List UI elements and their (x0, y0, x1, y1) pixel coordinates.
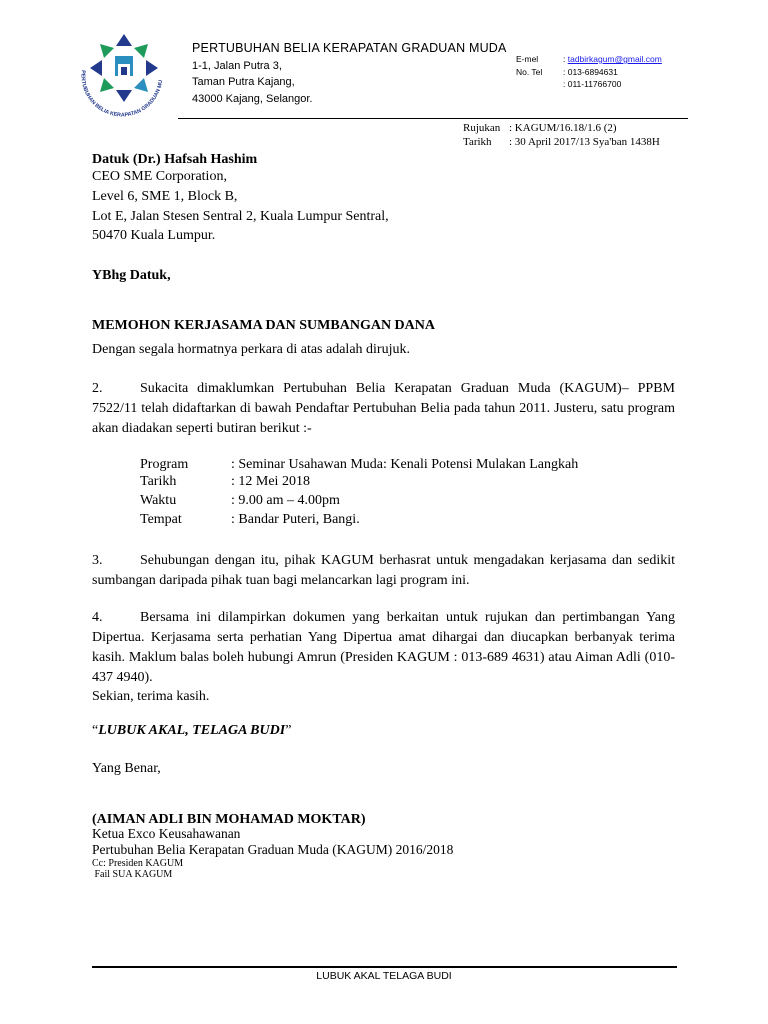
motto-close-quote: ” (285, 723, 292, 738)
tel-label: No. Tel (516, 67, 543, 77)
para-1: Dengan segala hormatnya perkara di atas adalah dirujuk. (92, 342, 410, 357)
para-4-text: Bersama ini dilampirkan dokumen yang berkaitan untuk rujukan dan pertimbangan Yang Dipertua. Kerjasama serta perhatian Yang Dipertua amat dihargai dan diucapkan berbanyak terima kasih. Maklum balas boleh hubungi Amrun (Presiden KAGUM : 013-689 4631) atau Aiman Adli (010-437 4940). (92, 610, 675, 685)
tel-value-1: : 013-6894631 (563, 67, 618, 77)
address-line-1: 1-1, Jalan Putra 3, (192, 60, 282, 72)
motto-line (92, 721, 291, 741)
rujukan-label: Rujukan (463, 122, 501, 134)
email-address[interactable]: tadbirkagum@gmail.com (567, 54, 662, 64)
tarikh-prog-label: Tarikh (140, 474, 177, 489)
para-4-number: 4. (92, 610, 103, 625)
cc-line-2: Fail SUA KAGUM (92, 869, 173, 880)
recipient-name: Datuk (Dr.) Hafsah Hashim (92, 152, 258, 167)
tel-value-2: : 011-11766700 (563, 79, 622, 89)
para-4 (92, 608, 675, 688)
tarikh-label: Tarikh (463, 136, 492, 148)
signatory-title: Ketua Exco Keusahawanan (92, 826, 241, 841)
logo-ring-text: PERTUBUHAN BELIA KERAPATAN GRADUAN MU (79, 69, 165, 118)
waktu-label: Waktu (140, 493, 177, 508)
para-3-number: 3. (92, 553, 103, 568)
recipient-line-4: 50470 Kuala Lumpur. (92, 228, 216, 243)
address-line-2: Taman Putra Kajang, (192, 76, 295, 88)
rujukan-value: : KAGUM/16.18/1.6 (2) (509, 122, 617, 134)
address-line-3: 43000 Kajang, Selangor. (192, 93, 313, 105)
email-label: E-mel (516, 54, 539, 64)
recipient-line-2: Level 6, SME 1, Block B, (92, 189, 238, 204)
program-label: Program (140, 457, 189, 472)
signatory-org: Pertubuhan Belia Kerapatan Graduan Muda (KAGUM) 2016/2018 (92, 842, 454, 857)
tempat-value: : Bandar Puteri, Bangi. (231, 512, 360, 527)
yang-benar: Yang Benar, (92, 761, 161, 776)
subject: MEMOHON KERJASAMA DAN SUMBANGAN DANA (92, 318, 435, 333)
email-link[interactable]: : tadbirkagum@gmail.com (563, 54, 662, 64)
para-3-text: Sehubungan dengan itu, pihak KAGUM berhasrat untuk mengadakan kerjasama dan sedikit sumbangan daripada pihak tuan bagi melancarkan lagi program ini. (92, 553, 675, 588)
tarikh-prog-value: : 12 Mei 2018 (231, 474, 310, 489)
header-divider (178, 118, 688, 119)
org-name: PERTUBUHAN BELIA KERAPATAN GRADUAN MUDA (192, 41, 507, 55)
program-value: : Seminar Usahawan Muda: Kenali Potensi Mulakan Langkah (231, 457, 579, 472)
tarikh-value: : 30 April 2017/13 Sya'ban 1438H (509, 136, 660, 148)
para-3 (92, 551, 675, 591)
para-2 (92, 379, 675, 439)
recipient-line-3: Lot E, Jalan Stesen Sentral 2, Kuala Lumpur Sentral, (92, 209, 389, 224)
footer-divider (92, 966, 677, 968)
cc-line-1: Cc: Presiden KAGUM (92, 858, 184, 869)
tempat-label: Tempat (140, 512, 182, 527)
footer-motto: LUBUK AKAL TELAGA BUDI (316, 970, 452, 982)
closing: Sekian, terima kasih. (92, 689, 210, 704)
kagum-logo (72, 30, 174, 118)
salutation: YBhg Datuk, (92, 268, 171, 283)
signatory-name: (AIMAN ADLI BIN MOHAMAD MOKTAR) (92, 812, 366, 827)
para-2-number: 2. (92, 381, 103, 396)
recipient-line-1: CEO SME Corporation, (92, 169, 227, 184)
motto-open-quote: “ (92, 723, 99, 738)
motto: LUBUK AKAL, TELAGA BUDI (98, 723, 286, 738)
para-2-text: Sukacita dimaklumkan Pertubuhan Belia Kerapatan Graduan Muda (KAGUM)– PPBM 7522/11 telah didaftarkan di bawah Pendaftar Pertubuhan Belia pada tahun 2011. Justeru, satu program akan diadakan seperti butiran berikut :- (92, 381, 675, 436)
waktu-value: : 9.00 am – 4.00pm (231, 493, 340, 508)
